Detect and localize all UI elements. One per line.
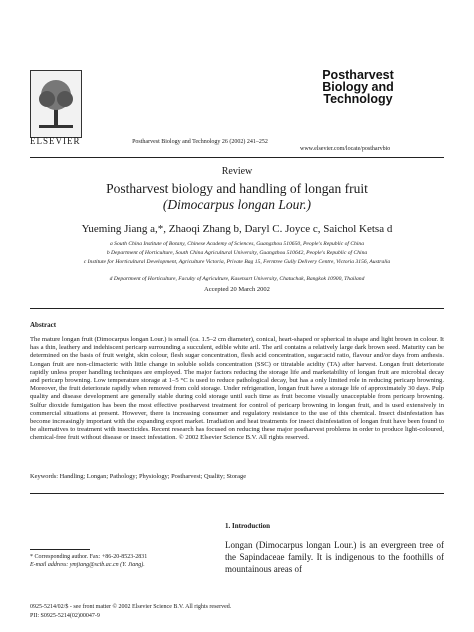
affiliation: d Department of Horticulture, Faculty of Agriculture, Kasetsart University, Chatuchak, Bangkok 10900, Thailand [109,276,365,282]
accepted-date: Accepted 20 March 2002 [204,286,270,293]
email-address[interactable]: E-mail address: ymjiang@scib.ac.cn (Y. Jiang). [30,562,145,568]
journal-website-link[interactable]: www.elsevier.com/locate/postharvbio [300,146,391,152]
footnote-divider [30,549,90,550]
abstract-heading: Abstract [30,321,57,329]
journal-logo-line: Biology and [322,80,394,94]
journal-logo [308,67,408,139]
corresponding-author: * Corresponding author. Fax: +86-20-8523-2831 [30,554,148,560]
elsevier-logo [30,70,80,148]
introduction-text: Longan (Dimocarpus longan Lour.) is an evergreen tree of the Sapindaceae family. It is indigenous to the foothills of mountainous areas of [225,540,444,574]
title-line: Postharvest biology and handling of longan fruit [106,181,368,196]
tree-emblem-icon [30,70,82,138]
affiliation: b Department of Horticulture, South China Agricultural University, Guangzhou 510642, People's Republic of China [106,250,368,256]
journal-logo-line: Postharvest [322,68,394,82]
issn-line: 0925-5214/02/$ - see front matter © 2002 Elsevier Science B.V. All rights reserved. [30,604,232,610]
keywords-divider [30,493,444,494]
abstract-text: The mature longan fruit (Dimocarpus longan Lour.) is small (ca. 1.5–2 cm diameter), conical, heart-shaped or spherical in shape and light brown in colour. It has a thin, leathery and indehiscent pericarp surrounding a succulent, edible white aril. The aril contains a relatively large dark brown seed. Maturity can be determined on the basis of fruit weight, skin colour, flesh sugar concentration, flesh acid concentration, sugar:acid ratio, flavour and/or days from anthesis. Longan fruit are non-climacteric with little change in soluble solids concentration (SSC) or titratable acidity (TA) after harvest. Longan fruit deteriorate rapidly unless proper handling techniques are employed. The major factors reducing the storage life and marketability of longan fruit are microbial decay and pericarp browning. Low temperature storage at 1–5 °C is used to reduce pathological decay, but has a only limited role in reducing pericarp browning. Moreover, the fruit deteriorate rapidly when removed from cold storage. Under refrigeration, longan fruit have a storage life of approximately 30 days. Pulp quality and disease development are generally stable during cold storage until such time as fruit become visually unacceptable from pericarp browning. Sulfur dioxide fumigation has been the most effective postharvest treatment for control of pericarp browning in longan fruit, and is used extensively in commercial situations at present. However, there is increasing consumer and regulatory resistance to the use of this chemical. Insect disinfestation has become increasingly important with the expanding export market. Irradiation and heat treatments for insect disinfestation of longan fruit have been found to be alternatives to treatment with insecticides. Recent research has focused on reducing these major postharvest problems in order to produce light-coloured, chemical-free fruit without disease or insect infestation. © 2002 Elsevier Science B.V. All rights reserved. [30,336,444,442]
abstract-divider [30,308,444,309]
article-type: Review [221,166,253,177]
journal-citation: Postharvest Biology and Technology 26 (2002) 241–252 [132,139,268,145]
footnote [30,553,200,569]
bottom-info [30,603,231,621]
header-divider [30,157,444,158]
pii: PII: S0925-5214(02)00047-9 [30,613,100,619]
journal-logo-line: Technology [323,92,393,106]
article-title [30,181,444,213]
affiliation: c Institute for Horticultural Development, Agriculture Victoria, Private Bag 15, Ferntree Gully Delivery Centre, Victoria 3156, Australia [83,259,391,265]
title-line-italic: (Dimocarpus longan Lour.) [162,197,312,212]
publisher-logo-text: ELSEVIER [30,136,81,146]
author-list: Yueming Jiang a,*, Zhaoqi Zhang b, Daryl C. Joyce c, Saichol Ketsa d [81,223,393,235]
affiliation: a South China Institute of Botany, Chinese Academy of Sciences, Guangzhou 510650, People's Republic of China [109,241,365,247]
keywords: Keywords: Handling; Longan; Pathology; Physiology; Postharvest; Quality; Storage [30,473,247,480]
section-heading: 1. Introduction [225,522,270,530]
